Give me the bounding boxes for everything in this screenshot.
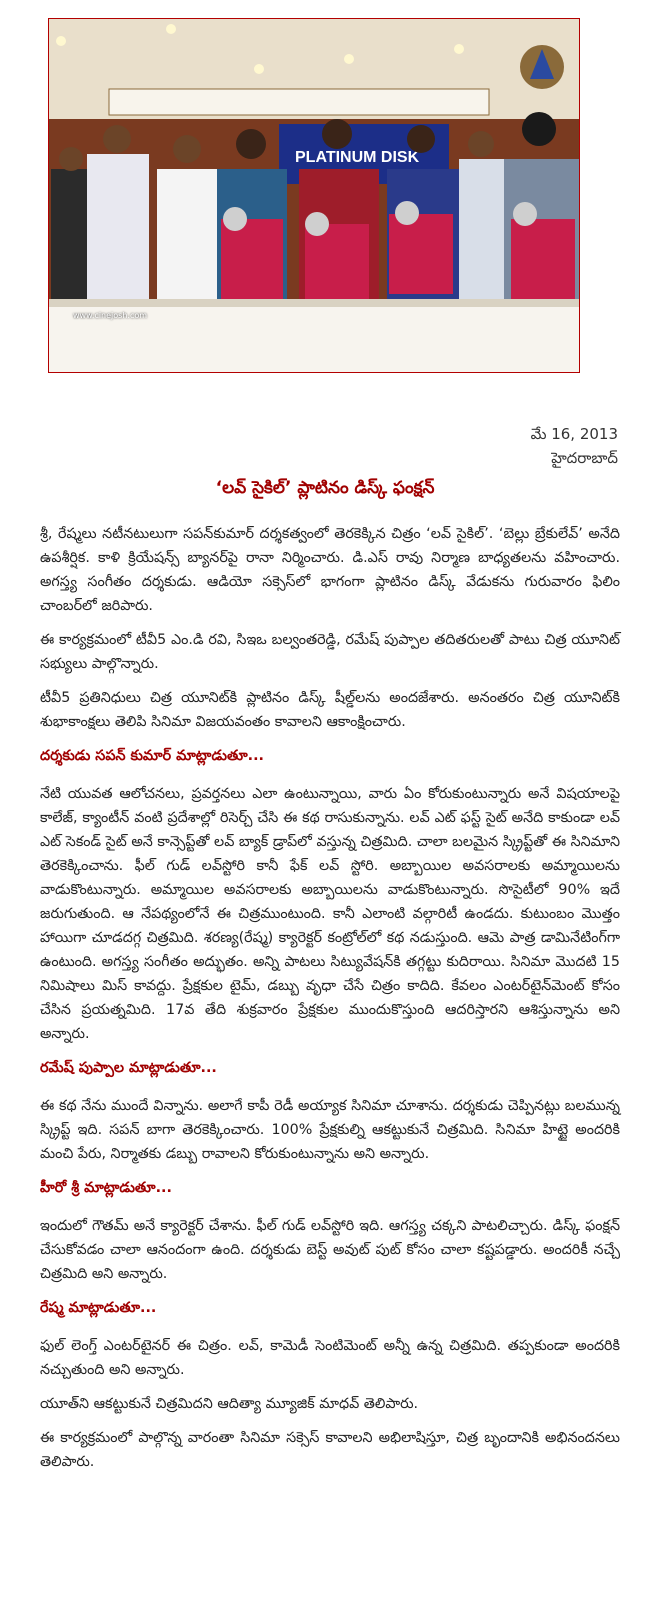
article-meta — [531, 422, 618, 470]
paragraph: ఈ కథ నేను ముందే విన్నాను. అలాగే కాపీ రెడీ అయ్యాక సినిమా చూశాను. దర్శకుడు చెప్పినట్లు బలమున్న స్క్రిప్ట్ ఇది. సపన్ బాగా తెరకెక్కించారు. 100% ప్రేక్షకుల్ని ఆకట్టుకునే చిత్రమిది. సినిమా హిట్టై అందరికి మంచి పేరు, నిర్మాతకు డబ్బు రావాలని కోరుకుంటున్నాను అని అన్నారు. — [40, 1098, 620, 1162]
paragraph: శ్రీ, రేష్మలు నటీనటులుగా సపన్‌కుమార్ దర్శకత్వంలో తెరకెక్కిన చిత్రం ‘లవ్ సైకిల్’. ‘బెల్లు బ్రేకులేవ్’ అనేది ఉపశీర్షిక. కాళి క్రియేషన్స్ బ్యానర్‌పై రానా నిర్మించారు. డి.ఎస్ రావు నిర్మాణ బాధ్యతలను వహించారు. అగస్త్య సంగీతం దర్శకుడు. ఆడియో సక్సెస్‌లో భాగంగా ప్లాటినం డిస్క్ వేడుకను గురువారం ఫిలిం చాంబర్‌లో జరిపారు. — [40, 526, 620, 614]
article-title: ‘లవ్ సైకిల్’ ప్లాటినం డిస్క్ ఫంక్షన్ — [215, 478, 435, 498]
paragraph: ఇందులో గౌతమ్ అనే క్యారెక్టర్ చేశాను. ఫీల్ గుడ్ లవ్‌స్టోరి ఇది. ఆగస్త్య చక్కని పాటలిచ్చారు. డిస్క్ ఫంక్షన్ చేసుకోవడం చాలా ఆనందంగా ఉంది. దర్శకుడు బెస్ట్ అవుట్ పుట్ కోసం చాలా కష్టపడ్డారు. అందరికీ నచ్చే చిత్రమిది అని అన్నారు. — [40, 1218, 620, 1282]
paragraph: నేటి యువత ఆలోచనలు, ప్రవర్తనలు ఎలా ఉంటున్నాయి, వారు ఏం కోరుకుంటున్నారు అనే విషయాలపై కాలేజ్, క్యాంటీన్ వంటి ప్రదేశాల్లో రిసెర్చ్ చేసి ఈ కథ రాసుకున్నాను. లవ్ ఎట్ ఫస్ట్ సైట్ అనేది కాకుండా లవ్ ఎట్ సెకండ్ సైట్ అనే కాన్సెప్ట్‌తో లవ్ బ్యాక్ డ్రాప్‌లో వస్తున్న చిత్రమిది. చాలా బలమైన స్క్రిప్ట్‌తో ఈ సినిమాని తెరకెక్కించాను. ఫీల్ గుడ్ లవ్‌స్టోరి కానీ ఫేక్ లవ్ స్టోరి. అబ్బాయిల అవసరాలకు అమ్మాయిలను వాడుకొంటున్నారు. అమ్మాయిల అవసరాలకు అబ్బాయిలను వాడుకొంటున్నారు. సొసైటీలో 90% ఇదే జరుగుతుంది. ఆ నేపథ్యంలోనే ఈ చిత్రముంటుంది. కానీ ఎలాంటి వల్గారిటీ ఉండదు. కుటుంబం మొత్తం హాయిగా చూడదగ్గ చిత్రమిది. శరణ్య(రేష్మ) క్యారెక్టర్ కంట్రోల్‌లో కథ నడుస్తుంది. ఆమె పాత్ర డామినేటింగ్‌గా ఉంటుంది. అగస్త్య సంగీతం అద్భుతం. అన్ని పాటలు సిట్యువేషన్‌కి తగ్గట్టు కుదిరాయి. సినిమా మొదటి 15 నిమిషాలు మిస్ కావద్దు. ప్రేక్షకుల టైమ్, డబ్బు వృధా చేసే చిత్రం కాదిది. కేవలం ఎంటర్‌టైన్‌మెంట్ కోసం చేసిన ప్రయత్నమిది. 17వ తేది శుక్రవారం ప్రేక్షకుల ముందుకొస్తుంది ఆదరిస్తారని ఆశిస్తున్నాను అని అన్నారు. — [40, 786, 620, 1042]
svg-text:PLATINUM DISK: PLATINUM DISK — [295, 149, 420, 166]
paragraph: యూత్‌ని ఆకట్టుకునే చిత్రమిదని ఆదిత్యా మ్యూజిక్ మాధవ్ తెలిపారు. — [40, 1396, 419, 1412]
article-date: మే 16, 2013 — [530, 425, 618, 443]
paragraph: ఈ కార్యక్రమంలో టీవీ5 ఎం.డి రవి, సిఇఒ బల్వంతరెడ్డి, రమేష్ పుప్పాల తదితరులతో పాటు చిత్ర యూనిట్ సభ్యులు పాల్గొన్నారు. — [40, 632, 620, 672]
article-place: హైదరాబాద్ — [551, 449, 618, 467]
subheading: హీరో శ్రీ మాట్లాడుతూ... — [40, 1180, 172, 1196]
subheading: దర్శకుడు సపన్ కుమార్ మాట్లాడుతూ... — [40, 748, 264, 764]
subheading: రమేష్ పుప్పాల మాట్లాడుతూ... — [40, 1060, 217, 1076]
event-photo — [48, 18, 580, 373]
paragraph: ఫుల్ లెంగ్త్ ఎంటర్‌టైనర్ ఈ చిత్రం. లవ్, కామెడీ సెంటిమెంట్ అన్నీ ఉన్న చిత్రమిది. తప్పకుండా అందరికి నచ్చుతుంది అని అన్నారు. — [40, 1338, 620, 1378]
photo-watermark: www.cinejosh.com — [73, 311, 148, 320]
article-body — [40, 522, 620, 1484]
paragraph: ఈ కార్యక్రమంలో పాల్గొన్న వారంతా సినిమా సక్సెస్ కావాలని అభిలాషిస్తూ, చిత్ర బృందానికి అభినందనలు తెలిపారు. — [40, 1430, 620, 1470]
paragraph: టీవీ5 ప్రతినిధులు చిత్ర యూనిట్‌కి ప్లాటినం డిస్క్ షీల్డ్‌లను అందజేశారు. అనంతరం చిత్ర యూనిట్‌కి శుభాకాంక్షలు తెలిపి సినిమా విజయవంతం కావాలని ఆకాంక్షించారు. — [40, 690, 620, 730]
subheading: రేష్మ మాట్లాడుతూ... — [40, 1300, 157, 1316]
